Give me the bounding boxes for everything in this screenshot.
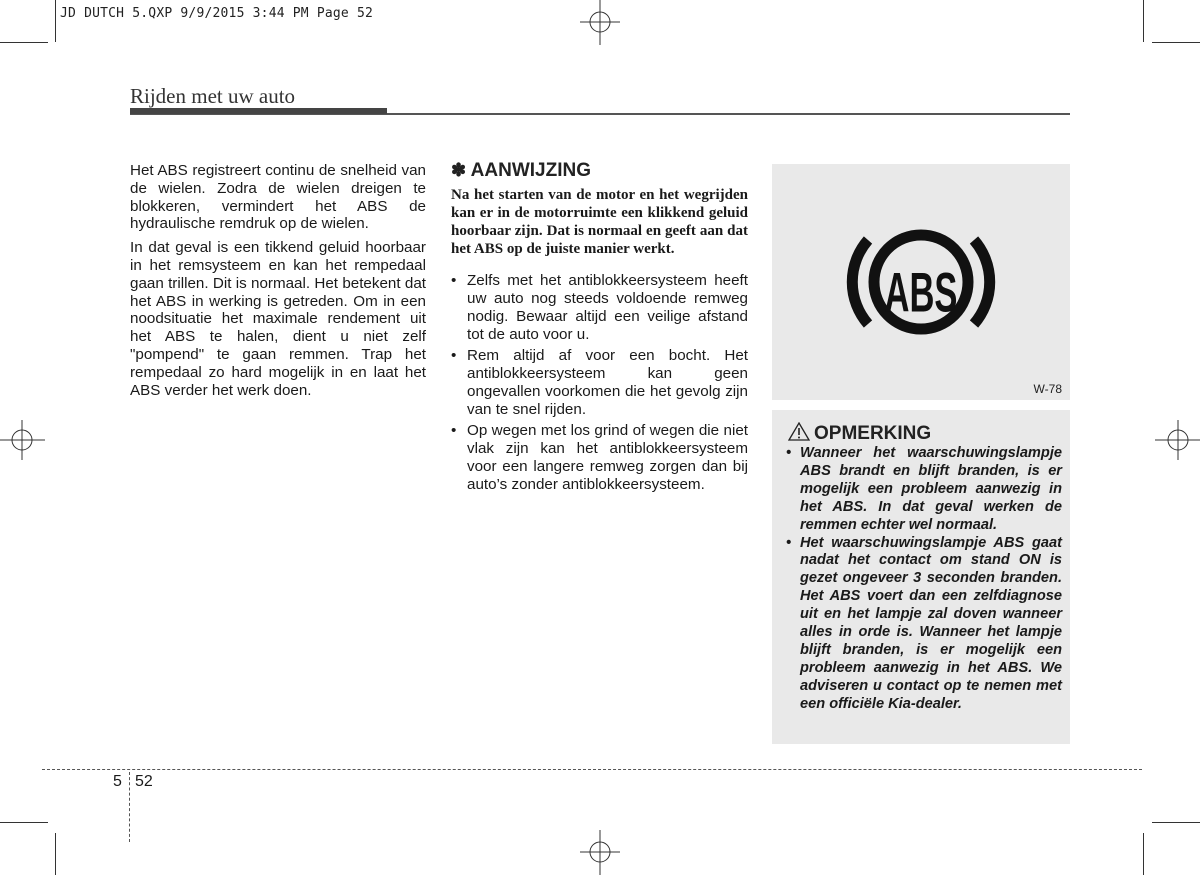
list-item — [451, 272, 748, 344]
section-number: 5 — [113, 773, 122, 790]
section-title: Rijden met uw auto — [130, 84, 296, 108]
bullet-icon: • — [786, 445, 792, 461]
note-star-icon: ✽ — [451, 160, 467, 180]
registration-mark-right — [1155, 415, 1200, 465]
list-item-text: Het waarschuwingslampje ABS gaat nadat het contact om stand ON is gezet ongeveer 3 seconden branden. Het ABS voert dan een zelfdiagnose uit en het lampje zal doven wanneer alles in orde is. Wanneer het lampje blijft branden, is er mogelijk een probleem aanwezig in het ABS. We adviseren u contact op te nemen met een officiële Kia-dealer. — [800, 534, 1062, 712]
registration-mark-left — [0, 415, 45, 465]
note-heading — [451, 160, 748, 182]
abs-icon-text: ABS — [884, 261, 958, 324]
footer-rule — [42, 769, 1142, 770]
figure-code: W-78 — [1033, 382, 1062, 396]
bullet-list — [451, 272, 748, 494]
left-column — [130, 162, 426, 405]
page-number: 52 — [135, 773, 153, 790]
list-item-text: Zelfs met het antiblokkeersysteem heeft uw auto nog steeds voldoende remweg nodig. Bewaar altijd een veilige afstand tot de auto voor u. — [467, 272, 748, 343]
registration-mark-bottom — [575, 830, 625, 875]
registration-mark-top — [575, 0, 625, 45]
note-heading-text: AANWIJZING — [470, 160, 591, 181]
warning-box — [772, 410, 1070, 744]
warning-heading-text: OPMERKING — [814, 423, 932, 444]
footer-divider — [129, 772, 130, 842]
paragraph: In dat geval is een tikkend geluid hoorbaar in het remsysteem en kan het rempedaal gaan trillen. Dit is normaal. Het betekent dat het ABS in werking is getreden. Om in een noodsituatie het maximale rendement uit het ABS te halen, dient u niet zelf "pompend" te gaan remmen. Trap het rempedaal zo hard mogelijk in en laat het ABS verder het werk doen. — [130, 239, 426, 399]
warning-list — [786, 445, 1062, 714]
warning-heading — [788, 422, 931, 445]
list-item — [786, 445, 1062, 535]
paragraph: Het ABS registreert continu de snelheid van de wielen. Zodra de wielen dreigen te blokkeren, vermindert het ABS de hydraulische remdruk op de wielen. — [130, 162, 426, 233]
middle-column — [451, 160, 748, 497]
bullet-icon: • — [451, 347, 457, 364]
list-item-text: Rem altijd af voor een bocht. Het antiblokkeersysteem kan geen ongevallen voorkomen die het gevolg zijn van te snel rijden. — [467, 347, 748, 418]
list-item-text: Op wegen met los grind of wegen die niet vlak zijn kan het antiblokkeersysteem voor een langere remweg zorgen dan bij auto’s zonder antiblokkeersysteem. — [467, 422, 748, 493]
bullet-icon: • — [451, 272, 457, 289]
list-item — [451, 422, 748, 494]
bullet-icon: • — [786, 534, 792, 551]
list-item — [451, 347, 748, 419]
list-item-text: Wanneer het waarschuwingslampje ABS brandt en blijft branden, is er mogelijk een probleem aanwezig in het ABS. In dat geval werken de remmen echter wel normaal. — [800, 445, 1062, 533]
abs-figure — [772, 164, 1070, 400]
abs-warning-light-icon — [846, 222, 996, 342]
title-rule-accent — [130, 108, 387, 114]
warning-triangle-icon — [788, 422, 810, 441]
bullet-icon: • — [451, 422, 457, 439]
note-body: Na het starten van de motor en het wegrijden kan er in de motorruimte een klikkend geluid hoorbaar zijn. Dat is normaal en geeft aan dat het ABS op de juiste manier werkt. — [451, 187, 748, 257]
list-item — [786, 535, 1062, 714]
print-slug: JD DUTCH 5.QXP 9/9/2015 3:44 PM Page 52 — [60, 6, 374, 21]
